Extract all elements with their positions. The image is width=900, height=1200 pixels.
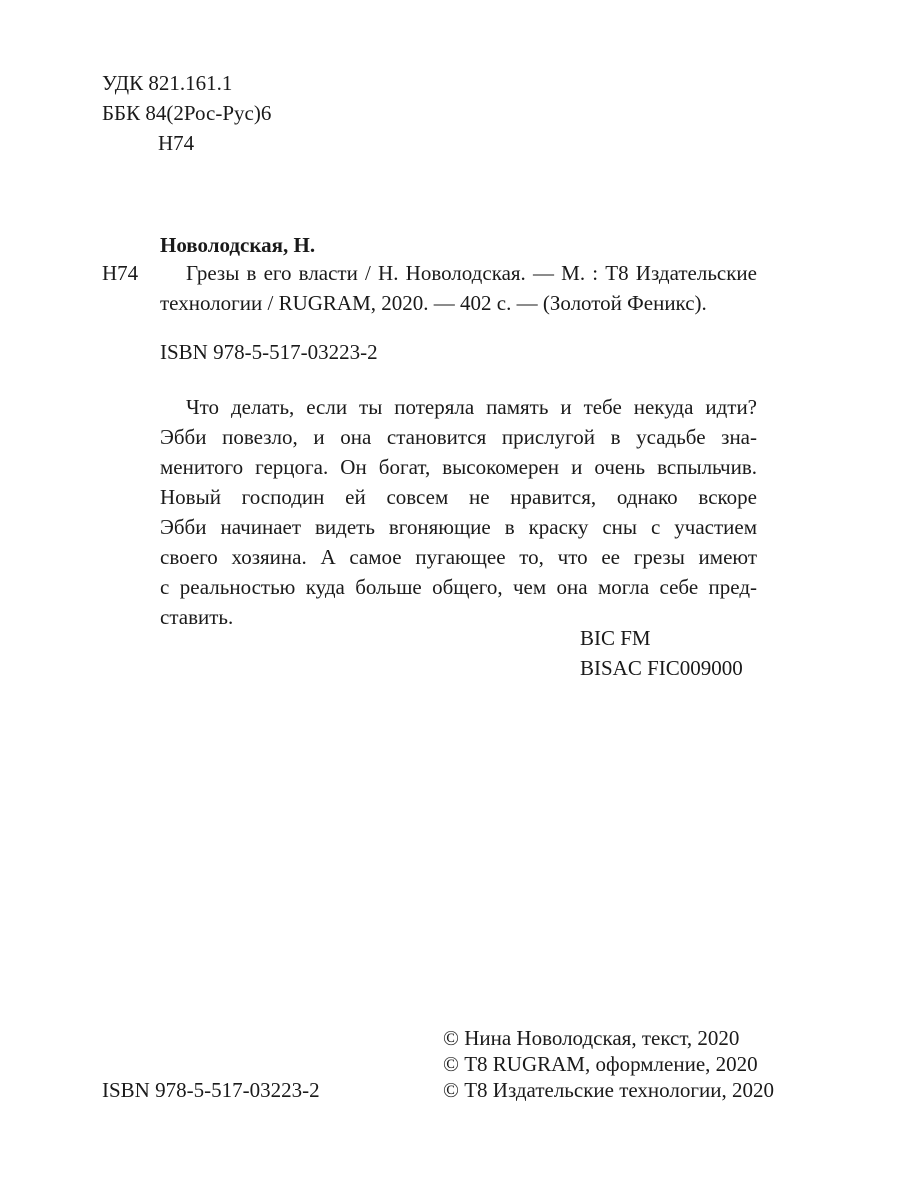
- bibliographic-description: [160, 258, 757, 318]
- bbk-code: ББК 84(2Рос-Рус)6: [102, 101, 272, 125]
- copyright-design: © Т8 RUGRAM, оформление, 2020: [443, 1052, 758, 1076]
- bib-line: Грезы в его власти / Н. Новолодская. — М. : Т8 Издательские: [186, 261, 757, 285]
- annotation-line: менитого герцога. Он богат, высокомерен и очень вспыльчив.: [160, 455, 757, 479]
- annotation: [160, 392, 757, 632]
- annotation-line: Новый господин ей совсем не нравится, однако вскоре: [160, 485, 757, 509]
- bisac-code: BISAC FIC009000: [580, 656, 743, 680]
- author-heading: Новолодская, Н.: [160, 233, 316, 257]
- annotation-line: Эбби начинает видеть вгоняющие в краску сны с участием: [160, 515, 757, 539]
- classification-block: [102, 68, 271, 158]
- margin-author-code: Н74: [102, 261, 139, 285]
- bib-line: технологии / RUGRAM, 2020. — 402 с. — (Золотой Феникс).: [160, 291, 707, 315]
- isbn-footer: ISBN 978-5-517-03223-2: [102, 1078, 320, 1102]
- bic-code: BIC FM: [580, 626, 651, 650]
- copyright-publisher: © Т8 Издательские технологии, 2020: [443, 1078, 774, 1102]
- copyright-text: © Нина Новолодская, текст, 2020: [443, 1026, 740, 1050]
- annotation-line: ставить.: [160, 605, 234, 629]
- author-sign-code: Н74: [158, 131, 195, 155]
- annotation-line: своего хозяина. А самое пугающее то, что ее грезы имеют: [160, 545, 757, 569]
- copyright-block: [443, 1025, 774, 1103]
- annotation-line: Что делать, если ты потеряла память и тебе некуда идти?: [186, 395, 757, 419]
- udk-code: УДК 821.161.1: [102, 71, 233, 95]
- annotation-line: с реальностью куда больше общего, чем она могла себе пред-: [160, 575, 757, 599]
- isbn-record: ISBN 978-5-517-03223-2: [160, 340, 378, 364]
- annotation-line: Эбби повезло, и она становится прислугой в усадьбе зна-: [160, 425, 757, 449]
- subject-codes: [580, 623, 743, 683]
